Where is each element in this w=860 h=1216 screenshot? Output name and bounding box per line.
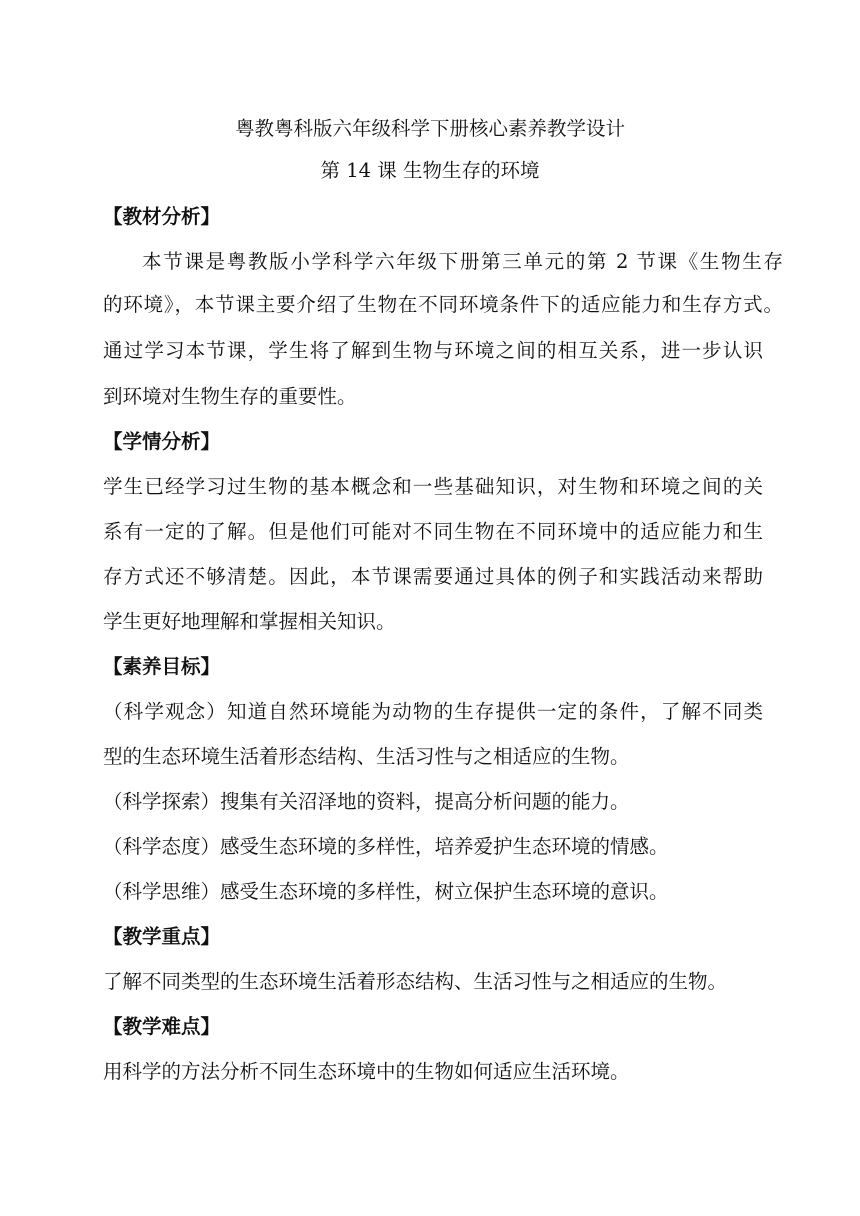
document-title: 粤教粤科版六年级科学下册核心素养教学设计 xyxy=(234,117,625,140)
paragraph-line: 学生更好地理解和掌握相关知识。 xyxy=(103,610,396,633)
section-heading-students: 【学情分析】 xyxy=(103,430,221,453)
section-heading-goals: 【素养目标】 xyxy=(103,655,221,678)
paragraph-line: 存方式还不够清楚。因此，本节课需要通过具体的例子和实践活动来帮助 xyxy=(103,565,763,588)
section-heading-difficulty: 【教学难点】 xyxy=(103,1015,221,1038)
paragraph-line: （科学探索）搜集有关沼泽地的资料，提高分析问题的能力。 xyxy=(103,790,630,813)
paragraph-line: 的环境》，本节课主要介绍了生物在不同环境条件下的适应能力和生存方式。 xyxy=(103,293,783,316)
paragraph-line: 系有一定的了解。但是他们可能对不同生物在不同环境中的适应能力和生 xyxy=(103,520,763,543)
paragraph-line: （科学观念）知道自然环境能为动物的生存提供一定的条件，了解不同类 xyxy=(103,700,763,723)
paragraph-line: 了解不同类型的生态环境生活着形态结构、生活习性与之相适应的生物。 xyxy=(103,970,728,993)
section-heading-material: 【教材分析】 xyxy=(103,205,221,228)
paragraph-line: 型的生态环境生活着形态结构、生活习性与之相适应的生物。 xyxy=(103,745,630,768)
lesson-title: 第 14 课 生物生存的环境 xyxy=(320,159,540,182)
paragraph-line: 本节课是粤教版小学科学六年级下册第三单元的第 2 节课《生物生存 xyxy=(142,250,783,273)
paragraph-line: 通过学习本节课，学生将了解到生物与环境之间的相互关系，进一步认识 xyxy=(103,339,763,362)
section-heading-focus: 【教学重点】 xyxy=(103,925,221,948)
paragraph-line: 到环境对生物生存的重要性。 xyxy=(103,385,357,408)
paragraph-line: 用科学的方法分析不同生态环境中的生物如何适应生活环境。 xyxy=(103,1060,630,1083)
paragraph-line: （科学思维）感受生态环境的多样性，树立保护生态环境的意识。 xyxy=(103,880,669,903)
paragraph-line: （科学态度）感受生态环境的多样性，培养爱护生态环境的情感。 xyxy=(103,835,669,858)
paragraph-line: 学生已经学习过生物的基本概念和一些基础知识，对生物和环境之间的关 xyxy=(103,475,763,498)
